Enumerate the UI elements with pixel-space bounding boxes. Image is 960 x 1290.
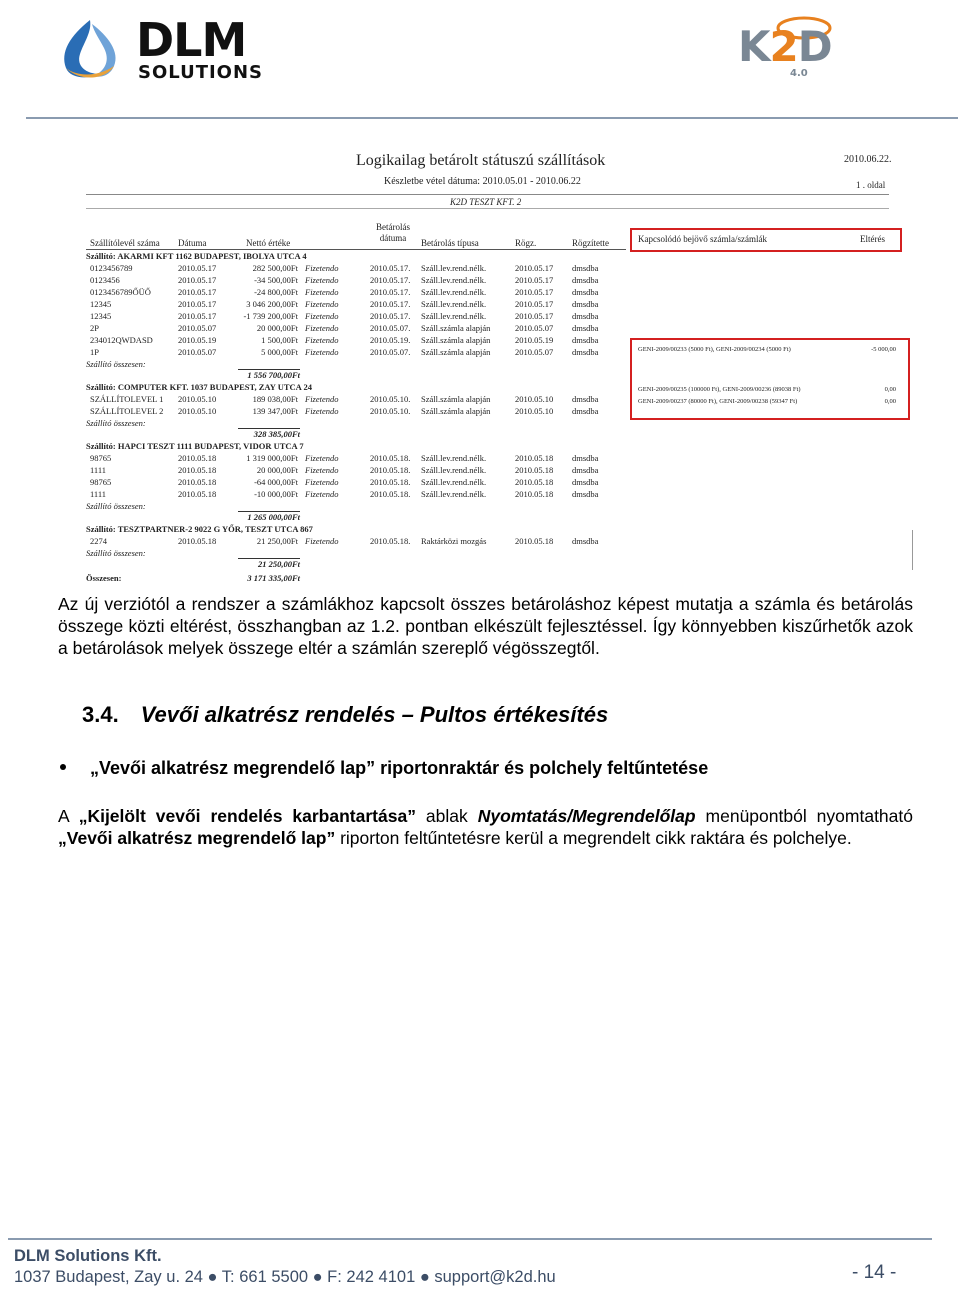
- col-header-elteres: Eltérés: [860, 234, 885, 244]
- table-cell: Fizetendo: [305, 323, 339, 333]
- table-cell: 2010.05.17.: [370, 263, 411, 273]
- footer-divider: [8, 1238, 932, 1240]
- table-cell: dmsdba: [572, 335, 599, 345]
- table-cell: Fizetendo: [305, 263, 339, 273]
- header-divider: [26, 117, 958, 119]
- table-cell: dmsdba: [572, 465, 599, 475]
- linked-invoice-row: [638, 386, 904, 393]
- table-cell: Száll.lev.rend.nélk.: [421, 299, 487, 309]
- table-cell: 2010.05.17: [515, 311, 554, 321]
- table-cell: -10 000,00Ft: [254, 489, 298, 499]
- table-cell: 1111: [90, 465, 107, 475]
- table-cell: 139 347,00Ft: [252, 406, 298, 416]
- table-cell: 2010.05.18.: [370, 453, 411, 463]
- table-cell: Fizetendo: [305, 347, 339, 357]
- table-cell: 2010.05.18: [515, 489, 554, 499]
- table-cell: Száll.számla alapján: [421, 406, 491, 416]
- table-cell: Száll.lev.rend.nélk.: [421, 287, 487, 297]
- table-cell: dmsdba: [572, 323, 599, 333]
- linked-invoice-text: GENI-2009/00233 (5000 Ft), GENI-2009/00234 (5000 Ft): [638, 346, 791, 353]
- table-cell: 2274: [90, 536, 107, 546]
- table-cell: Fizetendo: [305, 477, 339, 487]
- table-cell: dmsdba: [572, 311, 599, 321]
- table-cell: Száll.lev.rend.nélk.: [421, 275, 487, 285]
- col-header-kapcsolodo: Kapcsolódó bejövő számla/számlák: [638, 234, 767, 244]
- linked-invoice-diff: 0,00: [884, 398, 896, 405]
- table-cell: 3 046 200,00Ft: [246, 299, 298, 309]
- table-row: [86, 394, 626, 406]
- table-cell: Száll.számla alapján: [421, 394, 491, 404]
- report-divider: [86, 208, 889, 209]
- report-divider: [86, 194, 889, 195]
- col-header-betarolas-datum: Betárolás dátuma: [376, 222, 410, 243]
- table-cell: dmsdba: [572, 275, 599, 285]
- table-cell: 0123456789: [90, 263, 133, 273]
- table-row: [86, 465, 626, 477]
- table-row: [86, 453, 626, 465]
- linked-invoice-diff: 0,00: [884, 386, 896, 393]
- table-cell: 1111: [90, 489, 107, 499]
- table-cell: dmsdba: [572, 263, 599, 273]
- table-cell: SZÁLLÍTOLEVEL 1: [90, 394, 164, 404]
- table-cell: 189 038,00Ft: [252, 394, 298, 404]
- supplier-group-header: Szállító: COMPUTER KFT. 1037 BUDAPEST, ZAY UTCA 24: [86, 382, 312, 392]
- table-cell: 5 000,00Ft: [261, 347, 298, 357]
- table-cell: Fizetendo: [305, 275, 339, 285]
- table-cell: dmsdba: [572, 536, 599, 546]
- table-cell: 2010.05.18: [178, 536, 217, 546]
- table-cell: Fizetendo: [305, 287, 339, 297]
- table-cell: 2010.05.19: [515, 335, 554, 345]
- table-cell: 2010.05.17: [515, 275, 554, 285]
- col-header-rogzitette: Rögzítette: [572, 238, 609, 248]
- table-cell: Raktárközi mozgás: [421, 536, 487, 546]
- table-cell: 2010.05.07: [515, 323, 554, 333]
- table-cell: 2010.05.07: [178, 323, 217, 333]
- section-heading: [82, 702, 608, 728]
- table-cell: 2010.05.18: [515, 453, 554, 463]
- footer-address: 1037 Budapest, Zay u. 24 ● T: 661 5500 ● F: 242 4101 ● support@k2d.hu: [14, 1268, 556, 1286]
- table-cell: 1 500,00Ft: [261, 335, 298, 345]
- table-cell: dmsdba: [572, 406, 599, 416]
- table-cell: 12345: [90, 299, 112, 309]
- table-cell: 2010.05.18: [178, 465, 217, 475]
- table-cell: 2010.05.17: [178, 299, 217, 309]
- table-cell: 2P: [90, 323, 99, 333]
- linked-invoice-diff: -5 000,00: [871, 346, 896, 353]
- table-row: [86, 347, 626, 359]
- table-cell: dmsdba: [572, 489, 599, 499]
- table-cell: dmsdba: [572, 299, 599, 309]
- table-cell: Száll.számla alapján: [421, 347, 491, 357]
- table-cell: Fizetendo: [305, 394, 339, 404]
- table-cell: 2010.05.07: [515, 347, 554, 357]
- linked-invoice-row: [638, 346, 904, 353]
- table-cell: 2010.05.17: [178, 311, 217, 321]
- table-cell: 0123456: [90, 275, 120, 285]
- supplier-group-header: Szállító: AKARMI KFT 1162 BUDAPEST, IBOLYA UTCA 4: [86, 251, 307, 261]
- table-cell: 2010.05.07.: [370, 347, 411, 357]
- table-cell: 2010.05.18.: [370, 465, 411, 475]
- report-screenshot: [86, 150, 916, 583]
- table-cell: Fizetendo: [305, 465, 339, 475]
- table-cell: Száll.lev.rend.nélk.: [421, 311, 487, 321]
- table-cell: 0123456789ŐÜŐ: [90, 287, 151, 297]
- table-cell: 12345: [90, 311, 112, 321]
- col-header-netto: Nettó értéke: [246, 238, 291, 248]
- k2d-logo-version: 4.0: [790, 68, 808, 79]
- table-cell: 2010.05.10: [515, 394, 554, 404]
- table-cell: 234012QWDASD: [90, 335, 153, 345]
- supplier-sum-value: 1 556 700,00Ft: [238, 369, 300, 380]
- table-cell: 2010.05.18: [178, 489, 217, 499]
- table-cell: SZÁLLÍTOLEVEL 2: [90, 406, 164, 416]
- table-cell: 2010.05.18: [515, 465, 554, 475]
- supplier-sum-label: Szállító összesen:: [86, 548, 146, 558]
- k2d-logo: [738, 10, 868, 80]
- table-row: [86, 406, 626, 418]
- grand-total-label: Összesen:: [86, 573, 122, 583]
- table-cell: Fizetendo: [305, 489, 339, 499]
- table-cell: 2010.05.18: [178, 453, 217, 463]
- table-cell: Száll.lev.rend.nélk.: [421, 489, 487, 499]
- table-cell: Fizetendo: [305, 311, 339, 321]
- table-cell: Száll.lev.rend.nélk.: [421, 263, 487, 273]
- supplier-sum-value: 1 265 000,00Ft: [238, 511, 300, 522]
- table-cell: dmsdba: [572, 453, 599, 463]
- table-cell: 2010.05.10.: [370, 394, 411, 404]
- grand-total-value: 3 171 335,00Ft: [247, 573, 300, 583]
- table-cell: 2010.05.07.: [370, 323, 411, 333]
- table-cell: 1 319 000,00Ft: [246, 453, 298, 463]
- table-row: [86, 311, 626, 323]
- col-header-datum: Dátuma: [178, 238, 207, 248]
- table-cell: -1 739 200,00Ft: [243, 311, 298, 321]
- table-cell: 2010.05.17: [515, 287, 554, 297]
- table-cell: 21 250,00Ft: [256, 536, 298, 546]
- table-cell: Fizetendo: [305, 335, 339, 345]
- table-cell: 2010.05.17: [178, 263, 217, 273]
- dlm-solutions-logo: [56, 14, 296, 84]
- table-row: [86, 477, 626, 489]
- table-cell: 2010.05.19: [178, 335, 217, 345]
- report-subtitle: Készletbe vétel dátuma: 2010.05.01 - 2010.06.22: [384, 176, 581, 187]
- table-cell: 2010.05.10.: [370, 406, 411, 416]
- col-header-szallitolevel: Szállítólevél száma: [90, 238, 160, 248]
- supplier-group-header: Szállító: TESZTPARTNER-2 9022 G YŐR, TESZT UTCA 867: [86, 524, 313, 534]
- table-cell: 2010.05.18: [178, 477, 217, 487]
- linked-invoice-text: GENI-2009/00237 (80000 Ft), GENI-2009/00238 (59347 Ft): [638, 398, 798, 405]
- table-cell: Fizetendo: [305, 299, 339, 309]
- footer-company: DLM Solutions Kft.: [14, 1247, 162, 1265]
- supplier-sum-value: 21 250,00Ft: [238, 558, 300, 569]
- bullet-item: [60, 758, 708, 779]
- col-header-rogz: Rögz.: [515, 238, 537, 248]
- table-cell: Fizetendo: [305, 453, 339, 463]
- table-cell: 2010.05.10: [178, 394, 217, 404]
- footer-page-number: - 14 -: [852, 1262, 897, 1283]
- dlm-logo-wordmark: DLM: [136, 13, 247, 67]
- table-cell: dmsdba: [572, 477, 599, 487]
- table-row: [86, 335, 626, 347]
- supplier-sum-label: Szállító összesen:: [86, 359, 146, 369]
- table-cell: 2010.05.17.: [370, 287, 411, 297]
- table-cell: -64 000,00Ft: [254, 477, 298, 487]
- table-row: [86, 287, 626, 299]
- table-cell: 2010.05.18: [515, 536, 554, 546]
- table-cell: -24 800,00Ft: [254, 287, 298, 297]
- linked-invoice-row: [638, 398, 904, 405]
- table-cell: 2010.05.19.: [370, 335, 411, 345]
- table-cell: 2010.05.10: [515, 406, 554, 416]
- bullet-text: „Vevői alkatrész megrendelő lap” riportonraktár és polchely feltűntetése: [90, 758, 709, 778]
- paragraph-description: A „Kijelölt vevői rendelés karbantartása” ablak Nyomtatás/Megrendelőlap menüpontból nyomtatható „Vevői alkatrész megrendelő lap” riporton feltűntetésre kerül a megrendelt cikk raktára és polchelye.: [58, 806, 913, 848]
- table-cell: Száll.lev.rend.nélk.: [421, 453, 487, 463]
- table-row: [86, 489, 626, 501]
- table-cell: 1P: [90, 347, 99, 357]
- table-cell: 2010.05.10: [178, 406, 217, 416]
- dlm-logo-mark-icon: [56, 18, 124, 80]
- table-cell: 2010.05.18: [515, 477, 554, 487]
- table-cell: 2010.05.18.: [370, 489, 411, 499]
- table-row: [86, 323, 626, 335]
- section-title: Vevői alkatrész rendelés – Pultos értékesítés: [140, 702, 609, 727]
- table-row: [86, 536, 626, 548]
- table-cell: 2010.05.17: [178, 275, 217, 285]
- report-company: K2D TESZT KFT. 2: [450, 197, 522, 207]
- supplier-sum-value: 328 385,00Ft: [238, 428, 300, 439]
- table-cell: 282 500,00Ft: [252, 263, 298, 273]
- supplier-sum-label: Szállító összesen:: [86, 418, 146, 428]
- table-cell: 2010.05.07: [178, 347, 217, 357]
- table-cell: dmsdba: [572, 394, 599, 404]
- report-date: 2010.06.22.: [844, 154, 892, 165]
- table-cell: Száll.számla alapján: [421, 323, 491, 333]
- dlm-logo-subtitle: SOLUTIONS: [138, 62, 264, 83]
- table-cell: -34 500,00Ft: [254, 275, 298, 285]
- table-cell: 20 000,00Ft: [256, 465, 298, 475]
- table-cell: 2010.05.17.: [370, 311, 411, 321]
- table-cell: 20 000,00Ft: [256, 323, 298, 333]
- section-number: 3.4.: [82, 702, 119, 727]
- table-cell: Fizetendo: [305, 406, 339, 416]
- report-edge-line: [912, 530, 913, 570]
- report-title: Logikailag betárolt státuszú szállítások: [356, 152, 606, 169]
- table-cell: Száll.lev.rend.nélk.: [421, 465, 487, 475]
- report-page-number: 1 . oldal: [856, 180, 886, 190]
- table-cell: Fizetendo: [305, 536, 339, 546]
- bullet-icon: [60, 764, 66, 770]
- table-cell: dmsdba: [572, 347, 599, 357]
- table-cell: 2010.05.18.: [370, 477, 411, 487]
- table-cell: Száll.számla alapján: [421, 335, 491, 345]
- table-cell: 2010.05.17.: [370, 275, 411, 285]
- k2d-logo-wordmark: K2D: [738, 22, 832, 71]
- table-cell: 98765: [90, 477, 112, 487]
- supplier-group-header: Szállító: HAPCI TESZT 1111 BUDAPEST, VIDOR UTCA 7: [86, 441, 304, 451]
- table-cell: Száll.lev.rend.nélk.: [421, 477, 487, 487]
- table-row: [86, 263, 626, 275]
- table-cell: 2010.05.17: [178, 287, 217, 297]
- table-row: [86, 299, 626, 311]
- table-cell: 2010.05.17: [515, 299, 554, 309]
- table-row: [86, 275, 626, 287]
- table-cell: 2010.05.17: [515, 263, 554, 273]
- table-cell: 98765: [90, 453, 112, 463]
- report-header-rule: [86, 249, 626, 250]
- paragraph-intro: Az új verziótól a rendszer a számlákhoz kapcsolt összes betároláshoz képest mutatja a számla és betárolás összege közti eltérést, összhangban az 1.2. pontban elkészült fejlesztéssel. Így könnyebben kiszűrhetők azok a betárolások melyek összege eltér a számlán szereplő végösszegtől.: [58, 594, 913, 658]
- table-cell: 2010.05.18.: [370, 536, 411, 546]
- col-header-betarolas-tipusa: Betárolás típusa: [421, 238, 479, 248]
- supplier-sum-label: Szállító összesen:: [86, 501, 146, 511]
- table-cell: dmsdba: [572, 287, 599, 297]
- table-cell: 2010.05.17.: [370, 299, 411, 309]
- linked-invoice-text: GENI-2009/00235 (100000 Ft), GENI-2009/00236 (89038 Ft): [638, 386, 801, 393]
